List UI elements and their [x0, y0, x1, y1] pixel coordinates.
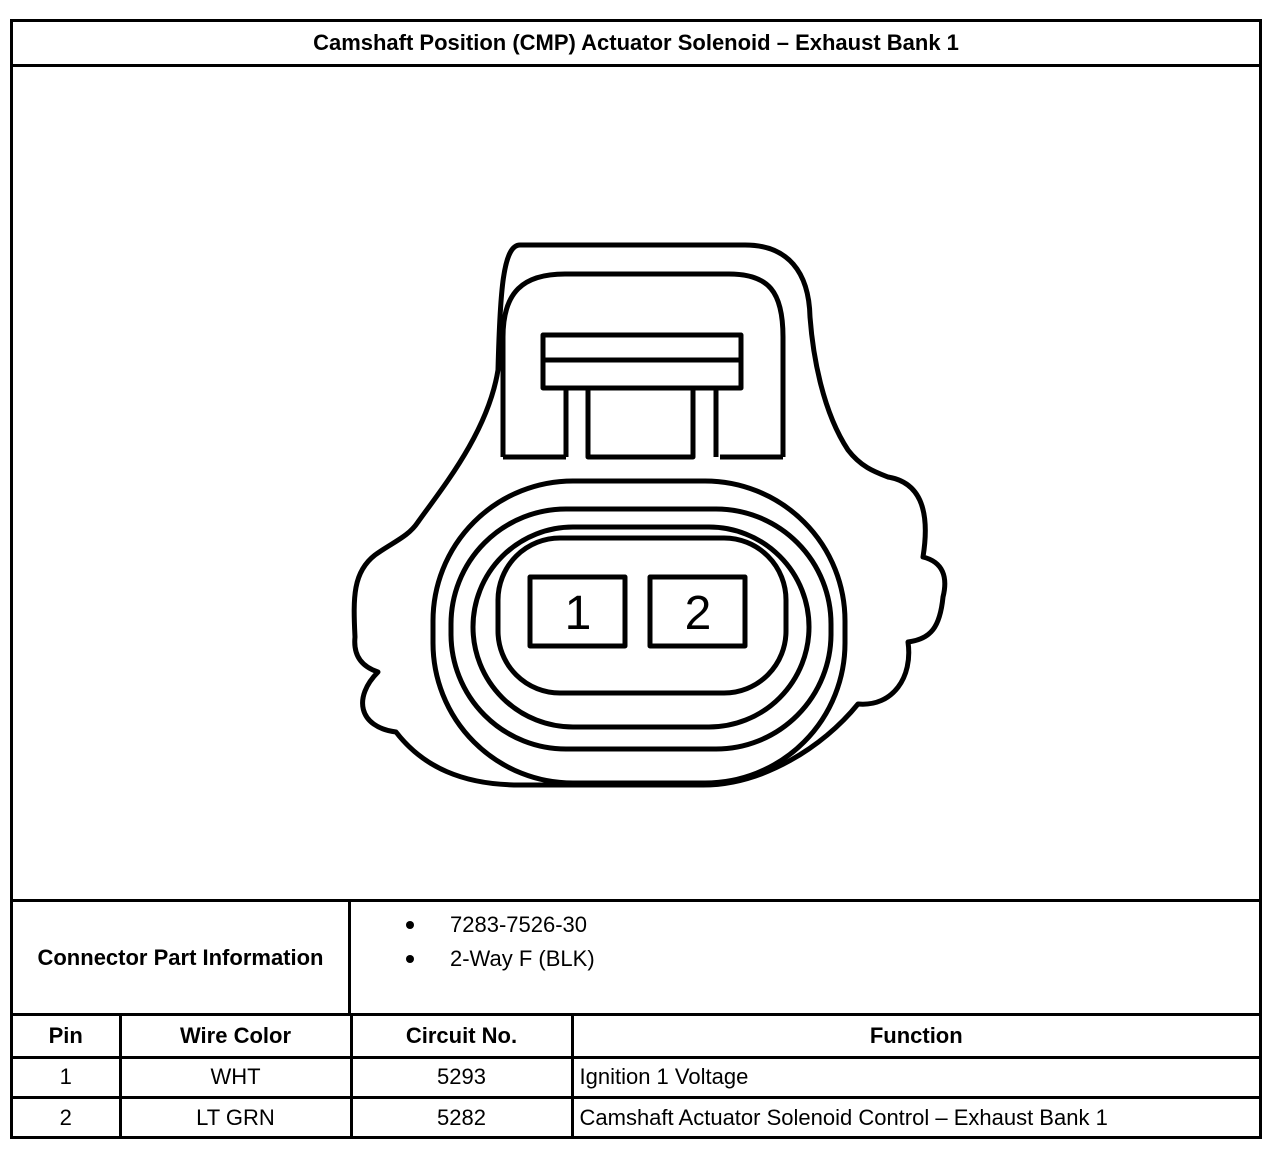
connector-face-diagram: [13, 67, 1259, 899]
cell-circuit: 5293: [351, 1057, 572, 1097]
connector-face-svg: [13, 67, 1259, 899]
table-row: [13, 1057, 1259, 1097]
part-info-label: Connector Part Information: [13, 902, 351, 1013]
part-info-item: [406, 912, 587, 938]
cell-function: Camshaft Actuator Solenoid Control – Exhaust Bank 1: [579, 1104, 1108, 1130]
bullet-icon: [406, 955, 414, 963]
header-function: Function: [572, 1016, 1259, 1057]
table-row: [13, 1097, 1259, 1137]
header-circuit: Circuit No.: [351, 1016, 572, 1057]
cell-wire-color: LT GRN: [120, 1097, 351, 1137]
connector-sheet: [10, 19, 1262, 1139]
header-pin: Pin: [13, 1016, 120, 1057]
connector-housing-outline: [354, 245, 945, 785]
pin-cavity-ring-middle: [451, 509, 831, 749]
table-header-row: [13, 1016, 1259, 1057]
pinout-table: [13, 1016, 1259, 1137]
connector-part-information: [13, 899, 1259, 1016]
page-title: Camshaft Position (CMP) Actuator Solenoid – Exhaust Bank 1: [13, 22, 1259, 67]
cell-pin: 1: [13, 1057, 120, 1097]
header-wire-color: Wire Color: [120, 1016, 351, 1057]
part-info-list: [351, 902, 1259, 1013]
connector-description: 2-Way F (BLK): [450, 946, 595, 971]
pin-2-label: 2: [684, 587, 712, 640]
part-info-item: [406, 946, 595, 972]
part-number: 7283-7526-30: [450, 912, 588, 937]
cell-pin: 2: [13, 1097, 120, 1137]
cell-circuit: 5282: [351, 1097, 572, 1137]
pin-cavity-ring-inner: [473, 527, 809, 727]
pin-1-label: 1: [564, 587, 592, 640]
bullet-icon: [406, 921, 414, 929]
cell-wire-color: WHT: [120, 1057, 351, 1097]
cell-function: Ignition 1 Voltage: [572, 1057, 1259, 1097]
